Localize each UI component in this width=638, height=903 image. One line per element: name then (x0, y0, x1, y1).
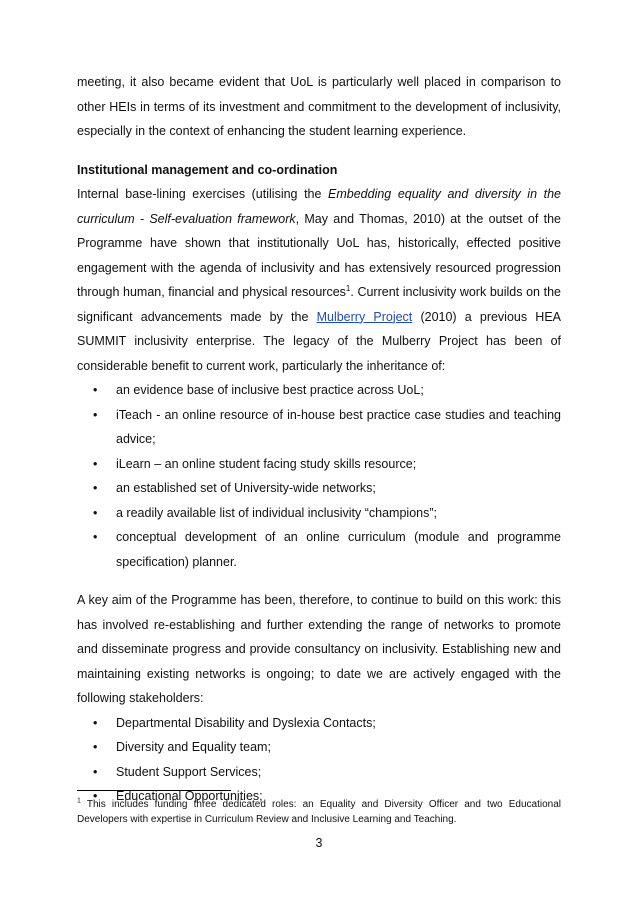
list-item (77, 403, 561, 452)
paragraph-text: . Current inclusivity work builds on the significant advancements made by the (77, 285, 561, 324)
list-item (77, 452, 561, 477)
paragraph-text: , May and Thomas, 2010) at the outset of the Programme have shown that institutionally UoL has, historically, effected positive engagement with the agenda of inclusivity and has extensively resourced progression through human, financial and physical resources (77, 211, 561, 299)
page-number: 3 (315, 836, 323, 850)
inheritance-list (77, 378, 561, 574)
list-item-text: Educational Opportunities; (116, 789, 263, 803)
list-item-text: iLearn – an online student facing study skills resource; (116, 456, 417, 471)
bullet-icon: • (93, 481, 98, 495)
paragraph-text: (2010) a previous HEA SUMMIT inclusivity enterprise. The legacy of the Mulberry Project has been of considerable benefit to current work, particularly the inheritance of: (77, 309, 561, 373)
section-heading: Institutional management and co-ordination (77, 162, 338, 177)
bullet-icon: • (93, 740, 98, 754)
list-item (77, 378, 561, 403)
bullet-icon: • (93, 456, 98, 471)
list-item (77, 525, 561, 574)
footnote-text: This includes funding three dedicated roles: an Equality and Diversity Officer and two Educational Developers with expertise in Curriculum Review and Inclusive Learning and Teaching. (77, 799, 561, 825)
list-item-text: Student Support Services; (116, 764, 262, 779)
list-item-text: an established set of University-wide networks; (116, 481, 376, 495)
list-item-text: conceptual development of an online curriculum (module and programme specification) planner. (116, 530, 561, 569)
footnote-reference[interactable]: 1 (345, 283, 351, 293)
list-item (77, 501, 561, 526)
list-item (77, 735, 561, 760)
list-item (77, 476, 561, 501)
bullet-icon: • (93, 789, 98, 803)
bullet-icon: • (93, 530, 98, 544)
bullet-icon: • (93, 764, 98, 779)
list-item-text: Departmental Disability and Dyslexia Contacts; (116, 715, 376, 730)
body-text (77, 70, 561, 809)
list-item-text: a readily available list of individual inclusivity “champions”; (116, 505, 437, 520)
list-item-text: Diversity and Equality team; (116, 740, 271, 754)
section-paragraph-2: A key aim of the Programme has been, therefore, to continue to build on this work: this has involved re-establishing and further extending the range of networks to promote and disseminate progress and provide consultancy on inclusivity. Establishing new and maintaining existing networks is ongoing; to date we are actively engaged with the following stakeholders: (77, 593, 561, 705)
list-item-text: an evidence base of inclusive best practice across UoL; (116, 383, 424, 397)
intro-paragraph: meeting, it also became evident that UoL is particularly well placed in comparison to other HEIs in terms of its investment and commitment to the development of inclusivity, especially in the context of enhancing the student learning experience. (77, 75, 561, 138)
framework-title: Embedding equality and diversity in the curriculum - Self-evaluation framework (77, 187, 561, 226)
list-item (77, 760, 561, 785)
footnote-divider (77, 790, 231, 791)
mulberry-project-link[interactable]: Mulberry Project (316, 309, 413, 324)
list-item (77, 711, 561, 736)
bullet-icon: • (93, 715, 98, 730)
bullet-icon: • (93, 383, 98, 397)
section-paragraph-1 (77, 182, 561, 378)
footnote (77, 797, 561, 827)
bullet-icon: • (93, 505, 98, 520)
stakeholder-list (77, 711, 561, 809)
paragraph-text: Internal base-lining exercises (utilising the (77, 187, 329, 201)
bullet-icon: • (93, 407, 98, 422)
footnote-marker: 1 (77, 797, 81, 805)
list-item-text: iTeach - an online resource of in-house best practice case studies and teaching advice; (116, 407, 561, 446)
